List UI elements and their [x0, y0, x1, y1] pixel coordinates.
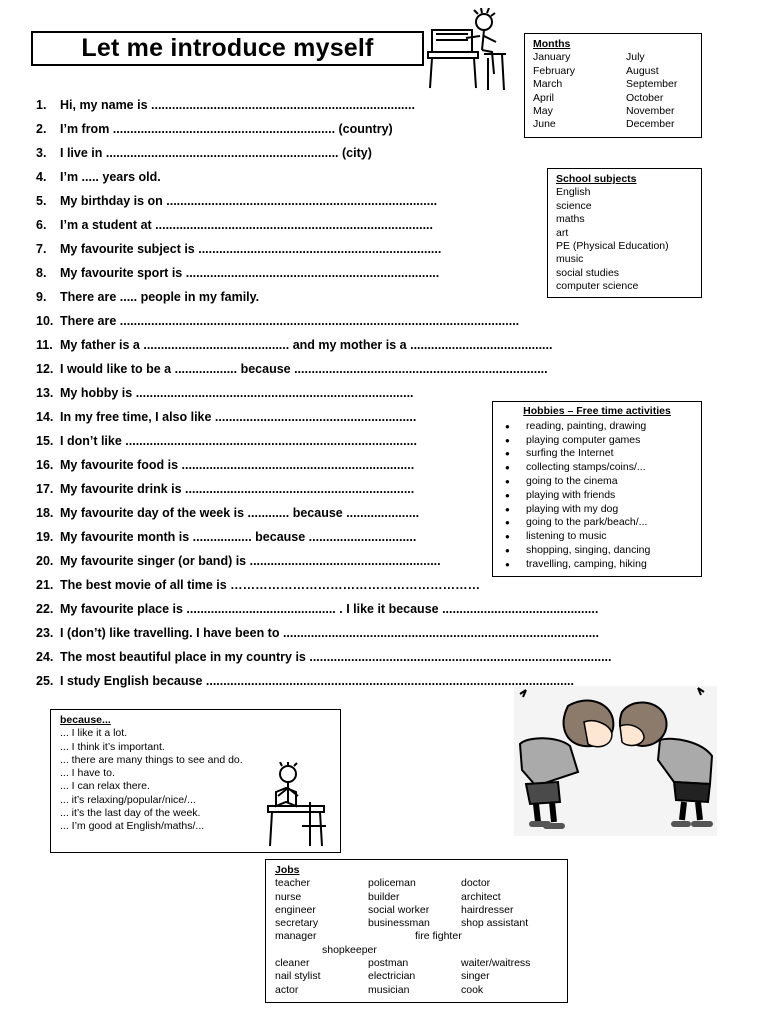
school-subjects-box	[547, 168, 702, 298]
jobs-grid	[275, 957, 558, 997]
hobby-item: ● reading, painting, drawing	[499, 420, 695, 434]
question-line	[36, 506, 419, 520]
question-number: 7.	[36, 242, 47, 256]
job-item: actor	[275, 983, 299, 996]
question-number: 12.	[36, 362, 54, 376]
job-item: shopkeeper	[322, 943, 377, 956]
question-text: I would like to be a .................. because .........................................................................	[60, 362, 548, 376]
month-item: June	[533, 118, 556, 131]
jobs-grid	[275, 877, 558, 930]
because-item: ... I have to.	[60, 767, 115, 780]
job-item: electrician	[368, 970, 416, 983]
because-item: ... I think it’s important.	[60, 740, 165, 753]
hobby-item: ● shopping, singing, dancing	[499, 544, 695, 558]
job-item: singer	[461, 970, 490, 983]
question-text: My hobby is ................................................................................	[60, 386, 414, 400]
question-number: 4.	[36, 170, 47, 184]
question-number: 17.	[36, 482, 54, 496]
reading-child-illustration	[264, 762, 336, 852]
question-line	[36, 170, 161, 184]
question-text: I’m ..... years old.	[60, 170, 161, 184]
because-item: ... I like it a lot.	[60, 727, 128, 740]
months-heading: Months	[533, 38, 571, 50]
question-text: My favourite place is ........................................... . I like it because .............................................	[60, 602, 599, 616]
question-number: 22.	[36, 602, 54, 616]
question-line	[36, 602, 598, 616]
job-item: social worker	[368, 903, 430, 916]
question-text: My birthday is on ..............................................................................	[60, 194, 438, 208]
job-item: manager	[275, 930, 317, 943]
question-line	[36, 218, 433, 232]
months-box	[524, 33, 702, 138]
question-text: My favourite food is ...................................................................	[60, 458, 415, 472]
question-text: The best movie of all time is ……………………………………………………	[60, 578, 481, 592]
month-item: April	[533, 91, 555, 104]
question-number: 15.	[36, 434, 54, 448]
subject-item: computer science	[556, 280, 639, 293]
question-line	[36, 458, 414, 472]
question-number: 5.	[36, 194, 47, 208]
question-line	[36, 290, 259, 304]
question-text: There are ..... people in my family.	[60, 290, 260, 304]
question-text: In my free time, I also like ..........................................................	[60, 410, 417, 424]
question-number: 14.	[36, 410, 54, 424]
month-item: July	[626, 51, 645, 64]
question-line	[36, 362, 548, 376]
job-item: shop assistant	[461, 917, 529, 930]
page-title: Let me introduce myself	[81, 34, 374, 62]
question-text: I live in ................................................................... (city)	[60, 146, 372, 160]
question-number: 25.	[36, 674, 54, 688]
title-box	[31, 31, 424, 66]
question-number: 24.	[36, 650, 54, 664]
question-number: 10.	[36, 314, 54, 328]
question-line	[36, 122, 393, 136]
subject-item: science	[556, 199, 592, 212]
jobs-row-6	[275, 944, 558, 957]
job-item: secretary	[275, 917, 319, 930]
question-number: 8.	[36, 266, 47, 280]
question-text: The most beautiful place in my country is .......................................................................................	[60, 650, 612, 664]
hobby-item: ● surfing the Internet	[499, 447, 695, 461]
question-line	[36, 482, 414, 496]
month-item: February	[533, 64, 576, 77]
question-line	[36, 242, 441, 256]
student-at-desk-illustration	[422, 8, 518, 98]
hobby-item: ● playing computer games	[499, 434, 695, 448]
subject-item: music	[556, 253, 584, 266]
job-item: nail stylist	[275, 970, 321, 983]
question-text: There are ...................................................................................................................	[60, 314, 520, 328]
hobbies-box	[492, 401, 702, 577]
school-subjects-list	[556, 186, 693, 293]
because-item: ... it’s relaxing/popular/nice/...	[60, 793, 196, 806]
question-line	[36, 194, 437, 208]
question-line	[36, 386, 414, 400]
question-number: 20.	[36, 554, 54, 568]
question-line	[36, 674, 574, 688]
question-line	[36, 650, 612, 664]
job-item: nurse	[275, 890, 302, 903]
question-number: 1.	[36, 98, 47, 112]
subject-item: social studies	[556, 266, 620, 279]
question-text: My favourite sport is .........................................................................	[60, 266, 440, 280]
question-line	[36, 578, 480, 592]
job-item: musician	[368, 983, 410, 996]
hobby-item: ● going to the park/beach/...	[499, 516, 695, 530]
job-item: engineer	[275, 903, 316, 916]
question-text: My favourite day of the week is ............ because .....................	[60, 506, 420, 520]
hobby-item: ● playing with friends	[499, 489, 695, 503]
month-item: October	[626, 91, 664, 104]
jobs-box	[265, 859, 568, 1003]
because-item: ... I’m good at English/maths/...	[60, 820, 205, 833]
month-item: March	[533, 78, 563, 91]
question-line	[36, 98, 415, 112]
question-text: I don’t like ....................................................................................	[60, 434, 418, 448]
bowing-children-illustration	[514, 686, 717, 836]
jobs-row-5	[275, 930, 558, 943]
month-item: August	[626, 64, 659, 77]
question-text: My favourite month is ................. because ...............................	[60, 530, 417, 544]
because-item: ... it’s the last day of the week.	[60, 807, 201, 820]
question-line	[36, 146, 372, 160]
subject-item: English	[556, 186, 591, 199]
job-item: postman	[368, 957, 409, 970]
question-line	[36, 266, 439, 280]
question-number: 21.	[36, 578, 54, 592]
hobbies-heading: Hobbies – Free time activities	[523, 405, 671, 417]
school-subjects-heading: School subjects	[556, 173, 637, 185]
question-number: 11.	[36, 338, 53, 352]
question-number: 16.	[36, 458, 54, 472]
question-line	[36, 554, 441, 568]
question-text: My father is a .......................................... and my mother is a .........................................	[60, 338, 553, 352]
question-number: 23.	[36, 626, 54, 640]
job-item: hairdresser	[461, 903, 514, 916]
jobs-heading: Jobs	[275, 864, 300, 876]
question-text: Hi, my name is ............................................................................	[60, 98, 415, 112]
because-item: ... I can relax there.	[60, 780, 150, 793]
because-heading: because...	[60, 714, 111, 726]
question-text: My favourite subject is ......................................................................	[60, 242, 442, 256]
question-text: I study English because ..........................................................................................................	[60, 674, 575, 688]
job-item: teacher	[275, 877, 311, 890]
question-line	[36, 626, 599, 640]
job-item: businessman	[368, 917, 430, 930]
question-text: My favourite singer (or band) is .......................................................	[60, 554, 441, 568]
hobby-item: ● listening to music	[499, 530, 695, 544]
question-number: 6.	[36, 218, 47, 232]
hobby-item: ● going to the cinema	[499, 475, 695, 489]
question-line	[36, 338, 552, 352]
months-columns	[533, 51, 693, 131]
question-number: 19.	[36, 530, 54, 544]
subject-item: maths	[556, 213, 585, 226]
question-text: I’m a student at ................................................................................	[60, 218, 433, 232]
question-number: 2.	[36, 122, 47, 136]
month-item: December	[626, 118, 675, 131]
question-number: 3.	[36, 146, 47, 160]
question-line	[36, 314, 519, 328]
month-item: January	[533, 51, 571, 64]
question-line	[36, 530, 416, 544]
because-item: ... there are many things to see and do.	[60, 753, 243, 766]
question-number: 13.	[36, 386, 54, 400]
job-item: architect	[461, 890, 501, 903]
hobby-item: ● playing with my dog	[499, 503, 695, 517]
job-item: policeman	[368, 877, 416, 890]
job-item: cook	[461, 983, 484, 996]
question-text: I (don’t) like travelling. I have been to ...........................................................................................	[60, 626, 599, 640]
hobbies-list	[499, 420, 695, 572]
question-line	[36, 434, 417, 448]
question-text: My favourite drink is ..................................................................	[60, 482, 415, 496]
job-item: fire fighter	[415, 930, 462, 943]
month-item: September	[626, 78, 678, 91]
month-item: May	[533, 105, 553, 118]
subject-item: PE (Physical Education)	[556, 240, 669, 253]
job-item: builder	[368, 890, 400, 903]
question-number: 9.	[36, 290, 47, 304]
job-item: cleaner	[275, 957, 310, 970]
job-item: doctor	[461, 877, 491, 890]
subject-item: art	[556, 226, 569, 239]
job-item: waiter/waitress	[461, 957, 531, 970]
question-text: I’m from ................................................................ (country)	[60, 122, 393, 136]
hobby-item: ● collecting stamps/coins/...	[499, 461, 695, 475]
question-line	[36, 410, 416, 424]
month-item: November	[626, 105, 675, 118]
hobby-item: ● travelling, camping, hiking	[499, 558, 695, 572]
question-number: 18.	[36, 506, 54, 520]
